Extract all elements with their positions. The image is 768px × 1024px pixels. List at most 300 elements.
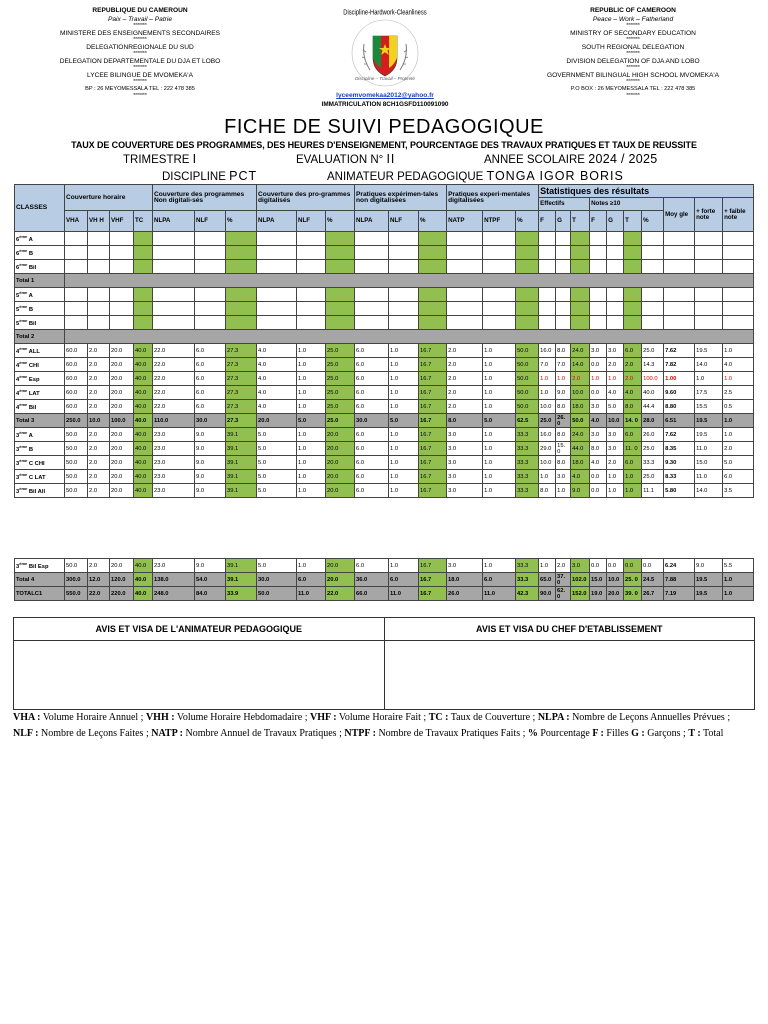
value-cell (590, 232, 607, 246)
hour-coverage-header: Couverture horaire (65, 185, 153, 211)
class-label (15, 559, 65, 573)
value-cell (664, 246, 695, 260)
legend-abbreviation: T : (688, 728, 701, 739)
value-cell: 39.1 (226, 456, 257, 470)
value-cell (195, 288, 226, 302)
value-cell: 3.0 (447, 456, 483, 470)
value-cell (642, 260, 664, 274)
value-cell (483, 232, 516, 246)
value-cell: 8.0 (556, 456, 571, 470)
value-cell (110, 302, 134, 316)
value-cell: 60.0 (65, 344, 88, 358)
value-cell: 0.0 (590, 559, 607, 573)
value-cell (297, 302, 326, 316)
value-cell: 1.0 (539, 559, 556, 573)
table-row (15, 246, 754, 260)
value-cell: 5.80 (664, 484, 695, 498)
value-cell: 6.0 (355, 372, 389, 386)
value-cell (664, 302, 695, 316)
value-cell: 2.0 (88, 400, 110, 414)
value-cell: 20.0 (110, 400, 134, 414)
separator: ******* (626, 51, 640, 57)
value-cell (571, 288, 590, 302)
column-header: NLF (297, 211, 326, 232)
value-cell: 14.0 (571, 358, 590, 372)
value-cell (110, 246, 134, 260)
table-row (15, 470, 754, 484)
value-cell (226, 302, 257, 316)
value-cell (134, 232, 153, 246)
value-cell: 39.1 (226, 442, 257, 456)
value-cell: 2.0 (88, 470, 110, 484)
value-cell: 2.0 (624, 358, 642, 372)
value-cell: 4.0 (624, 386, 642, 400)
value-cell (539, 288, 556, 302)
school-email-link[interactable]: lyceemvomekaa2012@yahoo.fr (336, 92, 434, 99)
value-cell: 11. 0 (624, 442, 642, 456)
value-cell: 1.0 (297, 400, 326, 414)
class-section: A (27, 236, 33, 243)
value-cell (723, 302, 754, 316)
chef-signature-box[interactable] (384, 641, 755, 710)
table-row (15, 302, 754, 316)
value-cell: 4.0 (590, 414, 607, 428)
class-level-suffix: ème (19, 402, 28, 408)
value-cell (195, 260, 226, 274)
value-cell: 1.0 (556, 372, 571, 386)
value-cell (607, 288, 624, 302)
value-cell: 65.0 (539, 573, 556, 587)
value-cell: 2.0 (88, 559, 110, 573)
class-level: 5 (16, 320, 20, 327)
value-cell: 1.0 (607, 470, 624, 484)
column-header: G (556, 211, 571, 232)
value-cell: 6.0 (355, 470, 389, 484)
value-cell: 2.0 (607, 456, 624, 470)
value-cell (642, 232, 664, 246)
value-cell: 33.3 (516, 470, 539, 484)
value-cell: 1.0 (389, 559, 419, 573)
value-cell: 1.0 (723, 372, 754, 386)
value-cell (695, 246, 723, 260)
value-cell: 60.0 (65, 358, 88, 372)
value-cell (257, 316, 297, 330)
class-level: 3 (16, 446, 20, 453)
value-cell: 248.0 (153, 587, 195, 601)
separator: ******* (626, 65, 640, 71)
value-cell: 1.0 (297, 442, 326, 456)
class-section: Esp (27, 376, 40, 383)
separator: ******* (133, 23, 147, 29)
class-level: 6 (16, 264, 20, 271)
value-cell: 40.0 (134, 470, 153, 484)
motto-fr: Paix – Travail – Patrie (107, 16, 172, 23)
value-cell: 1.0 (389, 428, 419, 442)
value-cell: 10.0 (88, 414, 110, 428)
legend-definition: Nombre Annuel de Travaux Pratiques ; (182, 728, 345, 739)
value-cell: 152.0 (571, 587, 590, 601)
legend-abbreviation: F : (592, 728, 604, 739)
value-cell (483, 316, 516, 330)
value-cell: 2.0 (88, 386, 110, 400)
value-cell: 23.0 (153, 442, 195, 456)
value-cell: 1.0 (483, 400, 516, 414)
legend-abbreviation: NTPF : (344, 728, 376, 739)
class-level-suffix: ème (19, 234, 28, 240)
discipline-field (162, 169, 257, 183)
value-cell: 27.3 (226, 372, 257, 386)
value-cell: 4.0 (571, 470, 590, 484)
legend-abbreviation: NLPA : (537, 712, 570, 723)
legend-definition: Garçons ; (644, 728, 689, 739)
total-empty-cell (65, 274, 754, 288)
value-cell: 5.0 (297, 414, 326, 428)
value-cell: 4.0 (607, 386, 624, 400)
value-cell: 14. 0 (624, 414, 642, 428)
class-level: 3 (16, 460, 20, 467)
immatriculation-number: IMMATRICULATION 8CH1GSFD110091090 (321, 101, 449, 108)
value-cell: 2.5 (723, 386, 754, 400)
value-cell: 3.0 (556, 470, 571, 484)
evaluation-value: II (386, 152, 396, 166)
value-cell: 40.0 (134, 428, 153, 442)
value-cell (355, 260, 389, 274)
school-seal-logo (350, 18, 420, 88)
value-cell (419, 260, 447, 274)
value-cell: 0.0 (590, 470, 607, 484)
class-level-suffix: ème (19, 388, 28, 394)
value-cell: 16.7 (419, 442, 447, 456)
value-cell: 3.0 (447, 559, 483, 573)
value-cell: 4.0 (257, 344, 297, 358)
value-cell (389, 260, 419, 274)
table-row (15, 400, 754, 414)
class-section: B (27, 250, 34, 257)
value-cell (110, 232, 134, 246)
value-cell: 10.0 (539, 400, 556, 414)
value-cell: 8.35 (664, 442, 695, 456)
value-cell: 33.3 (642, 456, 664, 470)
value-cell: 50.0 (65, 442, 88, 456)
value-cell (590, 288, 607, 302)
value-cell: 50.0 (516, 358, 539, 372)
value-cell: 1.0 (297, 344, 326, 358)
value-cell: 2.0 (88, 344, 110, 358)
column-header: VHA (65, 211, 88, 232)
value-cell (624, 232, 642, 246)
table-row (15, 456, 754, 470)
value-cell (447, 316, 483, 330)
value-cell (419, 302, 447, 316)
value-cell: 39.1 (226, 573, 257, 587)
value-cell: 8.0 (556, 400, 571, 414)
value-cell: 7.0 (556, 358, 571, 372)
value-cell: 23.0 (153, 470, 195, 484)
value-cell: 33.3 (516, 559, 539, 573)
value-cell: 33.3 (516, 573, 539, 587)
class-level: 4 (16, 390, 20, 397)
value-cell (447, 260, 483, 274)
value-cell: 9.0 (571, 484, 590, 498)
value-cell: 66.0 (355, 587, 389, 601)
value-cell (88, 246, 110, 260)
value-cell: 90.0 (539, 587, 556, 601)
legend-definition: Taux de Couverture ; (448, 712, 538, 723)
value-cell: 8.0 (556, 428, 571, 442)
chef-visa-heading: AVIS ET VISA DU CHEF D'ETABLISSEMENT (384, 618, 755, 641)
value-cell: 20.0 (326, 559, 355, 573)
separator: ******* (626, 37, 640, 43)
lowest-mark-header: + faible note (723, 198, 754, 232)
value-cell: 0.0 (590, 484, 607, 498)
column-header: F (590, 211, 607, 232)
value-cell: 60.0 (65, 372, 88, 386)
value-cell: 22.0 (153, 400, 195, 414)
class-level-suffix: ème (19, 430, 28, 436)
value-cell (226, 260, 257, 274)
column-header: % (326, 211, 355, 232)
value-cell: 20.0 (326, 470, 355, 484)
value-cell: 27.3 (226, 358, 257, 372)
discipline-label: DISCIPLINE (162, 171, 226, 183)
value-cell: 44.4 (642, 400, 664, 414)
value-cell (257, 232, 297, 246)
class-section: C CHI (27, 460, 45, 467)
animateur-signature-box[interactable] (14, 641, 385, 710)
value-cell: 16.7 (419, 400, 447, 414)
value-cell (419, 288, 447, 302)
legend-abbreviation: G : (631, 728, 645, 739)
value-cell (326, 316, 355, 330)
table-row (15, 260, 754, 274)
value-cell: 40.0 (642, 386, 664, 400)
value-cell: 1.0 (389, 456, 419, 470)
value-cell (110, 260, 134, 274)
value-cell: 3.0 (447, 470, 483, 484)
value-cell: 22.0 (153, 372, 195, 386)
value-cell (355, 288, 389, 302)
value-cell (590, 246, 607, 260)
value-cell: 0.0 (590, 358, 607, 372)
value-cell: 15.0 (590, 573, 607, 587)
digital-practicals-header: Pratiques experi-mentales digitalisées (447, 185, 539, 211)
value-cell: 16.7 (419, 358, 447, 372)
document-subtitle: TAUX DE COUVERTURE DES PROGRAMMES, DES HEURES D'ENSEIGNEMENT, POURCENTAGE DES TRAVAUX PRATIQUES ET TAUX DE REUSSITE (71, 140, 697, 150)
value-cell: 1.0 (389, 344, 419, 358)
class-level-suffix: ème (19, 486, 28, 492)
value-cell (257, 260, 297, 274)
value-cell: 14.3 (642, 358, 664, 372)
value-cell: 2.0 (624, 372, 642, 386)
value-cell: 9.0 (556, 386, 571, 400)
value-cell (389, 246, 419, 260)
class-level-suffix: ème (19, 318, 28, 324)
value-cell: 6.0 (624, 344, 642, 358)
legend-definition: Nombre de Leçons Annuelles Prévues ; (569, 712, 731, 723)
total-row (15, 573, 754, 587)
value-cell (257, 288, 297, 302)
value-cell: 6.0 (355, 559, 389, 573)
class-level-suffix: ème (19, 360, 28, 366)
value-cell: 1.0 (483, 470, 516, 484)
value-cell (516, 302, 539, 316)
school-year-field (484, 152, 658, 166)
value-cell: 24.5 (642, 573, 664, 587)
value-cell (607, 260, 624, 274)
value-cell: 16.7 (419, 372, 447, 386)
value-cell: 300.0 (65, 573, 88, 587)
value-cell: 5.0 (257, 559, 297, 573)
value-cell: 23.0 (153, 559, 195, 573)
column-header: % (419, 211, 447, 232)
value-cell (195, 246, 226, 260)
value-cell: 138.0 (153, 573, 195, 587)
value-cell: 9.0 (195, 456, 226, 470)
value-cell: 19.5 (695, 344, 723, 358)
value-cell: 16.7 (419, 573, 447, 587)
value-cell: 0.0 (642, 559, 664, 573)
value-cell: 50.0 (65, 470, 88, 484)
value-cell: 26. 0 (556, 414, 571, 428)
value-cell: 6.24 (664, 559, 695, 573)
value-cell: 120.0 (110, 573, 134, 587)
value-cell (195, 316, 226, 330)
regional-delegation-en: SOUTH REGIONAL DELEGATION (581, 44, 685, 51)
class-level: 4 (16, 376, 20, 383)
value-cell: 4.0 (257, 386, 297, 400)
value-cell (226, 316, 257, 330)
total-row (15, 274, 754, 288)
value-cell: 1.0 (556, 484, 571, 498)
value-cell: 100.0 (110, 414, 134, 428)
value-cell (483, 302, 516, 316)
value-cell (642, 246, 664, 260)
class-label (15, 442, 65, 456)
value-cell: 11.0 (297, 587, 326, 601)
value-cell (695, 260, 723, 274)
class-label (15, 232, 65, 246)
value-cell (110, 288, 134, 302)
value-cell: 1.0 (389, 358, 419, 372)
value-cell (571, 302, 590, 316)
legend-line-2 (13, 726, 763, 742)
table-row (15, 372, 754, 386)
value-cell: 2.0 (88, 428, 110, 442)
value-cell (355, 302, 389, 316)
value-cell (483, 246, 516, 260)
value-cell: 60.0 (65, 400, 88, 414)
class-level-suffix: ème (19, 561, 28, 567)
value-cell: 11.0 (483, 587, 516, 601)
legend-abbreviation: VHA : (13, 712, 41, 723)
value-cell: 5.0 (723, 456, 754, 470)
value-cell: 1.0 (297, 358, 326, 372)
total-row (15, 330, 754, 344)
separator: ******* (626, 23, 640, 29)
total-empty-cell (65, 330, 754, 344)
value-cell (355, 316, 389, 330)
value-cell (134, 302, 153, 316)
value-cell (590, 260, 607, 274)
value-cell: 7.88 (664, 573, 695, 587)
table-row (15, 344, 754, 358)
value-cell (695, 302, 723, 316)
non-digital-coverage-header: Couverture des programmes Non digitali-sés (153, 185, 257, 211)
value-cell: 6.0 (355, 400, 389, 414)
evaluation-field (296, 152, 395, 166)
header-row-groups (15, 185, 754, 198)
value-cell: 40.0 (134, 587, 153, 601)
value-cell: 11.0 (389, 587, 419, 601)
value-cell: 16.7 (419, 386, 447, 400)
value-cell: 20.0 (607, 587, 624, 601)
value-cell: 19.5 (695, 573, 723, 587)
column-header: G (607, 211, 624, 232)
value-cell: 1.0 (539, 372, 556, 386)
legend-abbreviation: VHH : (145, 712, 175, 723)
class-level: 3 (16, 432, 20, 439)
value-cell: 1.0 (297, 386, 326, 400)
column-header: T (571, 211, 590, 232)
value-cell: 33.3 (516, 456, 539, 470)
value-cell: 33.3 (516, 428, 539, 442)
class-section: Bil All (27, 488, 46, 495)
value-cell: 19.0 (590, 587, 607, 601)
legend-definition: Nombre de Leçons Faites ; (38, 728, 152, 739)
class-label (15, 470, 65, 484)
value-cell: 6.0 (723, 470, 754, 484)
value-cell: 25.0 (642, 442, 664, 456)
value-cell: 220.0 (110, 587, 134, 601)
total-row (15, 414, 754, 428)
value-cell: 18.0 (447, 573, 483, 587)
value-cell: 7.0 (539, 358, 556, 372)
table-row (15, 288, 754, 302)
value-cell: 33.3 (516, 484, 539, 498)
value-cell: 40.0 (134, 372, 153, 386)
value-cell: 20.0 (110, 442, 134, 456)
value-cell: 2.0 (607, 358, 624, 372)
value-cell (556, 316, 571, 330)
value-cell: 40.0 (134, 484, 153, 498)
value-cell: 37. 0 (556, 573, 571, 587)
value-cell (571, 232, 590, 246)
school-name-en: GOVERNMENT BILINGUAL HIGH SCHOOL MVOMEKA'A (546, 72, 720, 79)
value-cell (723, 260, 754, 274)
value-cell: 33.9 (226, 587, 257, 601)
contact-en: P.O BOX : 26 MEYOMESSALA TEL : 222 478 385 (570, 86, 696, 92)
value-cell: 1.0 (624, 470, 642, 484)
value-cell (642, 288, 664, 302)
value-cell: 27.3 (226, 414, 257, 428)
value-cell: 15.0 (695, 456, 723, 470)
value-cell: 6.0 (389, 573, 419, 587)
class-level: 3 (16, 488, 20, 495)
value-cell: 1.0 (607, 372, 624, 386)
value-cell: 2.0 (88, 484, 110, 498)
value-cell: 6.0 (355, 344, 389, 358)
value-cell: 20.0 (110, 470, 134, 484)
value-cell: 1.0 (590, 372, 607, 386)
value-cell (695, 288, 723, 302)
class-level: 4 (16, 348, 20, 355)
enrolment-header: Effectifs (539, 198, 590, 211)
value-cell (664, 232, 695, 246)
class-level-suffix: ème (19, 304, 28, 310)
value-cell (642, 316, 664, 330)
value-cell: 11.1 (642, 484, 664, 498)
value-cell: 15. 0 (556, 442, 571, 456)
